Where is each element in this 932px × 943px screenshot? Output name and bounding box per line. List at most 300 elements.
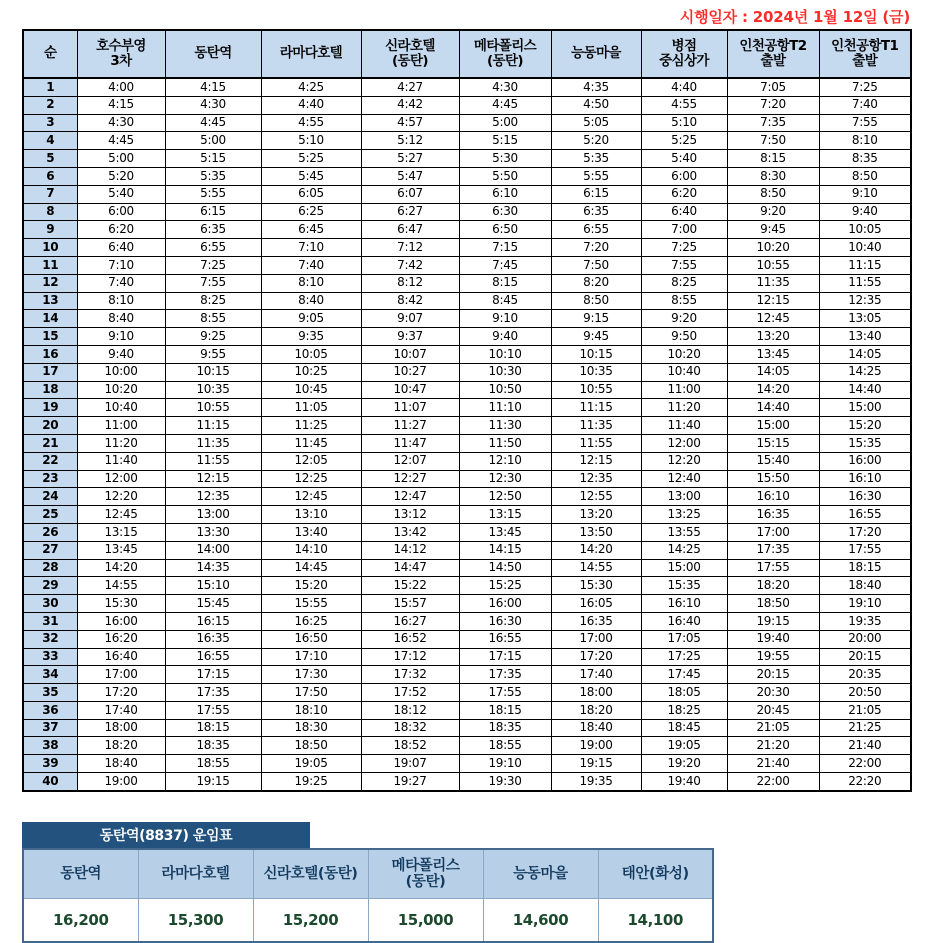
table-row xyxy=(23,292,911,310)
departure-time-cell: 19:15 xyxy=(551,755,641,773)
departure-time-cell: 9:37 xyxy=(361,328,459,346)
departure-time-cell: 12:40 xyxy=(641,470,727,488)
departure-time-cell: 16:15 xyxy=(165,612,261,630)
departure-time-cell: 14:00 xyxy=(165,541,261,559)
table-row xyxy=(23,221,911,239)
departure-time-cell: 4:30 xyxy=(165,96,261,114)
table-row xyxy=(23,310,911,328)
departure-time-cell: 16:05 xyxy=(551,595,641,613)
departure-time-cell: 17:30 xyxy=(261,666,361,684)
departure-time-cell: 6:00 xyxy=(641,167,727,185)
table-row xyxy=(23,185,911,203)
departure-time-cell: 9:55 xyxy=(165,345,261,363)
departure-time-cell: 6:15 xyxy=(551,185,641,203)
departure-time-cell: 15:35 xyxy=(819,434,911,452)
departure-time-cell: 12:25 xyxy=(261,470,361,488)
departure-time-cell: 12:15 xyxy=(165,470,261,488)
header-line2: (동탄) xyxy=(405,874,446,890)
departure-time-cell: 11:05 xyxy=(261,399,361,417)
departure-time-cell: 7:20 xyxy=(727,96,819,114)
departure-time-cell: 11:20 xyxy=(77,434,165,452)
departure-time-cell: 21:40 xyxy=(819,737,911,755)
column-header-byeongjeom xyxy=(641,30,727,78)
departure-time-cell: 4:45 xyxy=(459,96,551,114)
departure-time-cell: 14:10 xyxy=(261,541,361,559)
row-index-cell: 21 xyxy=(23,434,77,452)
departure-time-cell: 18:05 xyxy=(641,684,727,702)
departure-time-cell: 13:40 xyxy=(261,523,361,541)
departure-time-cell: 8:25 xyxy=(641,274,727,292)
header-line1: 라마다호텔 xyxy=(279,45,343,62)
departure-time-cell: 6:55 xyxy=(551,221,641,239)
table-row xyxy=(23,470,911,488)
departure-time-cell: 7:10 xyxy=(77,256,165,274)
departure-time-cell: 15:00 xyxy=(641,559,727,577)
departure-time-cell: 19:10 xyxy=(459,755,551,773)
timetable-header-row xyxy=(23,30,911,78)
departure-time-cell: 6:35 xyxy=(551,203,641,221)
departure-time-cell: 7:20 xyxy=(551,239,641,257)
departure-time-cell: 8:10 xyxy=(819,132,911,150)
departure-time-cell: 7:12 xyxy=(361,239,459,257)
departure-time-cell: 8:45 xyxy=(459,292,551,310)
departure-time-cell: 14:35 xyxy=(165,559,261,577)
departure-time-cell: 15:45 xyxy=(165,595,261,613)
table-row xyxy=(23,488,911,506)
row-index-cell: 35 xyxy=(23,684,77,702)
departure-time-cell: 9:40 xyxy=(819,203,911,221)
departure-time-cell: 12:45 xyxy=(77,506,165,524)
departure-time-cell: 19:35 xyxy=(551,773,641,791)
departure-time-cell: 9:07 xyxy=(361,310,459,328)
departure-time-cell: 7:35 xyxy=(727,114,819,132)
departure-time-cell: 11:55 xyxy=(819,274,911,292)
departure-time-cell: 11:07 xyxy=(361,399,459,417)
departure-time-cell: 4:30 xyxy=(459,78,551,96)
departure-time-cell: 7:15 xyxy=(459,239,551,257)
departure-time-cell: 22:00 xyxy=(819,755,911,773)
departure-time-cell: 20:00 xyxy=(819,630,911,648)
departure-time-cell: 5:40 xyxy=(77,185,165,203)
column-header-dongtan-station xyxy=(165,30,261,78)
header-line1: 인천공항T2 xyxy=(739,37,807,54)
departure-time-cell: 13:20 xyxy=(551,506,641,524)
fare-column-header xyxy=(23,849,138,899)
column-header-incheon-airport-t2 xyxy=(727,30,819,78)
departure-time-cell: 19:15 xyxy=(165,773,261,791)
departure-time-cell: 10:27 xyxy=(361,363,459,381)
departure-time-cell: 7:40 xyxy=(261,256,361,274)
departure-time-cell: 12:47 xyxy=(361,488,459,506)
departure-time-cell: 20:15 xyxy=(819,648,911,666)
table-row xyxy=(23,399,911,417)
departure-time-cell: 6:47 xyxy=(361,221,459,239)
departure-time-cell: 5:00 xyxy=(77,150,165,168)
departure-time-cell: 10:05 xyxy=(819,221,911,239)
departure-time-cell: 12:15 xyxy=(727,292,819,310)
departure-time-cell: 18:20 xyxy=(727,577,819,595)
header-line1: 능동마을 xyxy=(571,45,621,62)
departure-time-cell: 8:15 xyxy=(459,274,551,292)
departure-time-cell: 9:10 xyxy=(459,310,551,328)
departure-time-cell: 11:25 xyxy=(261,417,361,435)
departure-time-cell: 11:00 xyxy=(77,417,165,435)
departure-time-cell: 18:20 xyxy=(77,737,165,755)
departure-time-cell: 12:20 xyxy=(641,452,727,470)
departure-time-cell: 6:20 xyxy=(77,221,165,239)
departure-time-cell: 14:20 xyxy=(727,381,819,399)
departure-time-cell: 12:35 xyxy=(551,470,641,488)
row-index-cell: 20 xyxy=(23,417,77,435)
departure-time-cell: 18:25 xyxy=(641,701,727,719)
departure-time-cell: 16:30 xyxy=(459,612,551,630)
departure-time-cell: 22:20 xyxy=(819,773,911,791)
departure-time-cell: 18:55 xyxy=(459,737,551,755)
departure-time-cell: 6:00 xyxy=(77,203,165,221)
departure-time-cell: 13:25 xyxy=(641,506,727,524)
departure-time-cell: 8:15 xyxy=(727,150,819,168)
departure-time-cell: 9:35 xyxy=(261,328,361,346)
departure-time-cell: 7:10 xyxy=(261,239,361,257)
departure-time-cell: 15:20 xyxy=(819,417,911,435)
departure-time-cell: 15:00 xyxy=(727,417,819,435)
column-header-shilla-hotel xyxy=(361,30,459,78)
fare-value-cell: 15,300 xyxy=(138,899,253,943)
departure-time-cell: 11:40 xyxy=(641,417,727,435)
table-row xyxy=(23,737,911,755)
departure-time-cell: 10:30 xyxy=(459,363,551,381)
departure-time-cell: 17:32 xyxy=(361,666,459,684)
departure-time-cell: 5:25 xyxy=(641,132,727,150)
departure-time-cell: 8:30 xyxy=(727,167,819,185)
departure-time-cell: 11:45 xyxy=(261,434,361,452)
departure-time-cell: 12:45 xyxy=(261,488,361,506)
departure-time-cell: 19:40 xyxy=(727,630,819,648)
departure-time-cell: 11:27 xyxy=(361,417,459,435)
header-line1: 인천공항T1 xyxy=(831,37,899,54)
departure-time-cell: 13:05 xyxy=(819,310,911,328)
departure-time-cell: 17:40 xyxy=(77,701,165,719)
departure-time-cell: 10:55 xyxy=(165,399,261,417)
header-line1: 호수부영 xyxy=(96,37,146,54)
departure-time-cell: 16:00 xyxy=(819,452,911,470)
departure-time-cell: 6:10 xyxy=(459,185,551,203)
departure-time-cell: 15:57 xyxy=(361,595,459,613)
departure-time-cell: 17:12 xyxy=(361,648,459,666)
departure-time-cell: 14:15 xyxy=(459,541,551,559)
departure-time-cell: 16:40 xyxy=(641,612,727,630)
departure-time-cell: 16:55 xyxy=(819,506,911,524)
departure-time-cell: 13:50 xyxy=(551,523,641,541)
departure-time-cell: 9:45 xyxy=(551,328,641,346)
departure-time-cell: 6:07 xyxy=(361,185,459,203)
fare-section xyxy=(22,822,712,943)
departure-time-cell: 13:15 xyxy=(459,506,551,524)
departure-time-cell: 6:55 xyxy=(165,239,261,257)
departure-time-cell: 11:30 xyxy=(459,417,551,435)
departure-time-cell: 14:50 xyxy=(459,559,551,577)
departure-time-cell: 18:40 xyxy=(77,755,165,773)
row-index-cell: 17 xyxy=(23,363,77,381)
bus-timetable xyxy=(22,29,912,792)
departure-time-cell: 17:35 xyxy=(165,684,261,702)
departure-time-cell: 16:30 xyxy=(819,488,911,506)
row-index-cell: 27 xyxy=(23,541,77,559)
departure-time-cell: 17:20 xyxy=(551,648,641,666)
fare-value-cell: 14,100 xyxy=(598,899,713,943)
departure-time-cell: 5:15 xyxy=(165,150,261,168)
departure-time-cell: 4:55 xyxy=(261,114,361,132)
departure-time-cell: 4:45 xyxy=(77,132,165,150)
departure-time-cell: 8:50 xyxy=(727,185,819,203)
departure-time-cell: 9:20 xyxy=(641,310,727,328)
departure-time-cell: 18:10 xyxy=(261,701,361,719)
departure-time-cell: 12:20 xyxy=(77,488,165,506)
table-row xyxy=(23,595,911,613)
departure-time-cell: 14:55 xyxy=(551,559,641,577)
departure-time-cell: 11:15 xyxy=(551,399,641,417)
departure-time-cell: 15:22 xyxy=(361,577,459,595)
departure-time-cell: 19:25 xyxy=(261,773,361,791)
departure-time-cell: 7:05 xyxy=(727,78,819,96)
row-index-cell: 26 xyxy=(23,523,77,541)
departure-time-cell: 11:55 xyxy=(551,434,641,452)
departure-time-cell: 5:55 xyxy=(551,167,641,185)
departure-time-cell: 16:00 xyxy=(77,612,165,630)
row-index-cell: 24 xyxy=(23,488,77,506)
departure-time-cell: 20:35 xyxy=(819,666,911,684)
departure-time-cell: 13:10 xyxy=(261,506,361,524)
departure-time-cell: 8:35 xyxy=(819,150,911,168)
departure-time-cell: 16:35 xyxy=(727,506,819,524)
departure-time-cell: 4:42 xyxy=(361,96,459,114)
departure-time-cell: 4:45 xyxy=(165,114,261,132)
departure-time-cell: 21:05 xyxy=(819,701,911,719)
fare-header-row xyxy=(23,849,713,899)
departure-time-cell: 15:10 xyxy=(165,577,261,595)
row-index-cell: 25 xyxy=(23,506,77,524)
departure-time-cell: 6:50 xyxy=(459,221,551,239)
table-row xyxy=(23,78,911,96)
departure-time-cell: 17:55 xyxy=(819,541,911,559)
table-row xyxy=(23,452,911,470)
departure-time-cell: 12:27 xyxy=(361,470,459,488)
departure-time-cell: 19:55 xyxy=(727,648,819,666)
header-line2: (동탄) xyxy=(391,53,429,69)
departure-time-cell: 7:25 xyxy=(641,239,727,257)
departure-time-cell: 10:10 xyxy=(459,345,551,363)
departure-time-cell: 19:15 xyxy=(727,612,819,630)
departure-time-cell: 13:30 xyxy=(165,523,261,541)
departure-time-cell: 17:52 xyxy=(361,684,459,702)
departure-time-cell: 22:00 xyxy=(727,773,819,791)
table-row xyxy=(23,274,911,292)
departure-time-cell: 14:25 xyxy=(819,363,911,381)
departure-time-cell: 16:55 xyxy=(459,630,551,648)
table-row xyxy=(23,434,911,452)
departure-time-cell: 17:55 xyxy=(459,684,551,702)
departure-time-cell: 15:50 xyxy=(727,470,819,488)
departure-time-cell: 10:25 xyxy=(261,363,361,381)
departure-time-cell: 4:40 xyxy=(641,78,727,96)
departure-time-cell: 11:55 xyxy=(165,452,261,470)
departure-time-cell: 17:35 xyxy=(727,541,819,559)
departure-time-cell: 18:12 xyxy=(361,701,459,719)
departure-time-cell: 10:20 xyxy=(77,381,165,399)
departure-time-cell: 11:00 xyxy=(641,381,727,399)
departure-time-cell: 7:50 xyxy=(551,256,641,274)
table-row xyxy=(23,523,911,541)
row-index-cell: 8 xyxy=(23,203,77,221)
departure-time-cell: 6:45 xyxy=(261,221,361,239)
departure-time-cell: 4:40 xyxy=(261,96,361,114)
table-row xyxy=(23,345,911,363)
departure-time-cell: 4:57 xyxy=(361,114,459,132)
departure-time-cell: 17:20 xyxy=(77,684,165,702)
departure-time-cell: 5:35 xyxy=(165,167,261,185)
departure-time-cell: 6:15 xyxy=(165,203,261,221)
departure-time-cell: 11:20 xyxy=(641,399,727,417)
departure-time-cell: 15:25 xyxy=(459,577,551,595)
departure-time-cell: 18:15 xyxy=(459,701,551,719)
departure-time-cell: 13:20 xyxy=(727,328,819,346)
header-line2: (동탄) xyxy=(486,53,524,69)
departure-time-cell: 10:20 xyxy=(727,239,819,257)
departure-time-cell: 9:25 xyxy=(165,328,261,346)
header-line1: 메타폴리스 xyxy=(473,37,537,54)
header-line1: 능동마을 xyxy=(513,865,568,882)
departure-time-cell: 9:45 xyxy=(727,221,819,239)
departure-time-cell: 9:20 xyxy=(727,203,819,221)
row-index-cell: 28 xyxy=(23,559,77,577)
row-index-cell: 38 xyxy=(23,737,77,755)
departure-time-cell: 10:40 xyxy=(641,363,727,381)
row-index-cell: 39 xyxy=(23,755,77,773)
table-row xyxy=(23,114,911,132)
table-row xyxy=(23,381,911,399)
departure-time-cell: 18:35 xyxy=(459,719,551,737)
departure-time-cell: 4:35 xyxy=(551,78,641,96)
header-line1: 라마다호텔 xyxy=(161,865,230,882)
departure-time-cell: 18:52 xyxy=(361,737,459,755)
header-line1: 신라호텔 xyxy=(385,37,435,54)
departure-time-cell: 19:00 xyxy=(551,737,641,755)
header-line2: 3차 xyxy=(110,53,132,69)
header-line1: 동탄역 xyxy=(60,865,102,882)
departure-time-cell: 7:25 xyxy=(165,256,261,274)
departure-time-cell: 10:20 xyxy=(641,345,727,363)
departure-time-cell: 5:35 xyxy=(551,150,641,168)
departure-time-cell: 14:40 xyxy=(727,399,819,417)
row-index-cell: 32 xyxy=(23,630,77,648)
departure-time-cell: 19:30 xyxy=(459,773,551,791)
departure-time-cell: 5:10 xyxy=(261,132,361,150)
table-row xyxy=(23,684,911,702)
row-index-cell: 13 xyxy=(23,292,77,310)
header-line1: 순 xyxy=(44,45,57,62)
departure-time-cell: 18:15 xyxy=(819,559,911,577)
departure-time-cell: 20:15 xyxy=(727,666,819,684)
departure-time-cell: 5:12 xyxy=(361,132,459,150)
departure-time-cell: 4:00 xyxy=(77,78,165,96)
departure-time-cell: 7:40 xyxy=(77,274,165,292)
departure-time-cell: 13:00 xyxy=(165,506,261,524)
departure-time-cell: 9:40 xyxy=(77,345,165,363)
departure-time-cell: 6:05 xyxy=(261,185,361,203)
departure-time-cell: 18:40 xyxy=(551,719,641,737)
departure-time-cell: 8:40 xyxy=(261,292,361,310)
departure-time-cell: 8:20 xyxy=(551,274,641,292)
departure-time-cell: 19:35 xyxy=(819,612,911,630)
fare-column-header xyxy=(253,849,368,899)
departure-time-cell: 21:20 xyxy=(727,737,819,755)
departure-time-cell: 10:47 xyxy=(361,381,459,399)
row-index-cell: 4 xyxy=(23,132,77,150)
departure-time-cell: 18:40 xyxy=(819,577,911,595)
header-line2: 중심상가 xyxy=(659,53,709,69)
departure-time-cell: 5:45 xyxy=(261,167,361,185)
row-index-cell: 29 xyxy=(23,577,77,595)
departure-time-cell: 10:50 xyxy=(459,381,551,399)
departure-time-cell: 19:20 xyxy=(641,755,727,773)
departure-time-cell: 15:55 xyxy=(261,595,361,613)
row-index-cell: 2 xyxy=(23,96,77,114)
departure-time-cell: 17:45 xyxy=(641,666,727,684)
departure-time-cell: 11:10 xyxy=(459,399,551,417)
departure-time-cell: 9:10 xyxy=(819,185,911,203)
departure-time-cell: 8:55 xyxy=(641,292,727,310)
departure-time-cell: 4:15 xyxy=(165,78,261,96)
departure-time-cell: 21:25 xyxy=(819,719,911,737)
departure-time-cell: 15:30 xyxy=(77,595,165,613)
departure-time-cell: 6:20 xyxy=(641,185,727,203)
departure-time-cell: 11:35 xyxy=(165,434,261,452)
departure-time-cell: 5:55 xyxy=(165,185,261,203)
departure-time-cell: 13:45 xyxy=(727,345,819,363)
departure-time-cell: 7:50 xyxy=(727,132,819,150)
row-index-cell: 37 xyxy=(23,719,77,737)
row-index-cell: 11 xyxy=(23,256,77,274)
departure-time-cell: 5:47 xyxy=(361,167,459,185)
departure-time-cell: 14:25 xyxy=(641,541,727,559)
timetable-container xyxy=(22,29,910,792)
column-header-hosubuyeong xyxy=(77,30,165,78)
departure-time-cell: 7:00 xyxy=(641,221,727,239)
departure-time-cell: 20:30 xyxy=(727,684,819,702)
departure-time-cell: 4:27 xyxy=(361,78,459,96)
departure-time-cell: 18:20 xyxy=(551,701,641,719)
departure-time-cell: 14:20 xyxy=(77,559,165,577)
table-row xyxy=(23,648,911,666)
departure-time-cell: 16:27 xyxy=(361,612,459,630)
departure-time-cell: 17:55 xyxy=(165,701,261,719)
departure-time-cell: 5:30 xyxy=(459,150,551,168)
departure-time-cell: 17:25 xyxy=(641,648,727,666)
fare-table-title: 동탄역(8837) 운임표 xyxy=(22,822,310,848)
departure-time-cell: 13:00 xyxy=(641,488,727,506)
departure-time-cell: 14:47 xyxy=(361,559,459,577)
departure-time-cell: 13:45 xyxy=(459,523,551,541)
header-line1: 태안(화성) xyxy=(621,865,689,882)
departure-time-cell: 17:40 xyxy=(551,666,641,684)
departure-time-cell: 20:50 xyxy=(819,684,911,702)
effective-date-label: 시행일자 : 2024년 1월 12일 (금) xyxy=(679,8,910,26)
departure-time-cell: 14:05 xyxy=(819,345,911,363)
departure-time-cell: 5:20 xyxy=(551,132,641,150)
departure-time-cell: 15:40 xyxy=(727,452,819,470)
departure-time-cell: 17:00 xyxy=(551,630,641,648)
departure-time-cell: 17:10 xyxy=(261,648,361,666)
